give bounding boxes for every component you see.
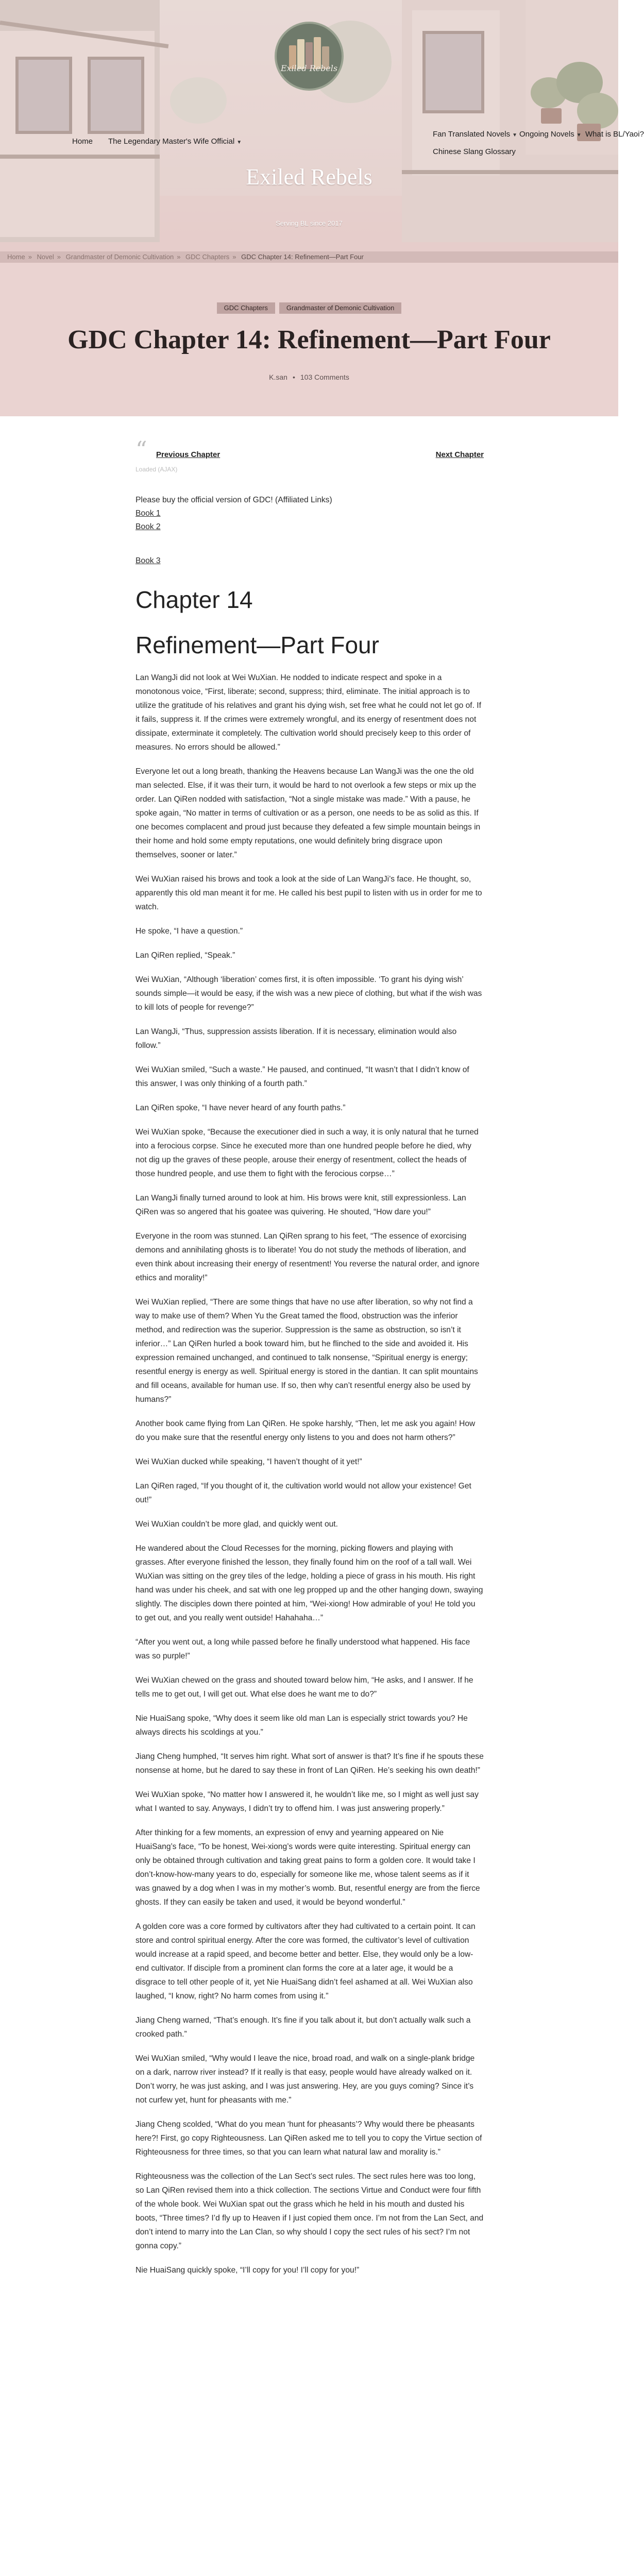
chapter-paragraph: Nie HuaiSang quickly spoke, “I’ll copy for you! I’ll copy for you!” [135,2266,360,2275]
chapter-paragraph: Wei WuXian spoke, “No matter how I answered it, he wouldn’t like me, so I might as well just say what I wanted to say. Anyways, I didn’t try to offend him. I was just answering properly.” [135,1790,479,1813]
site-title[interactable]: Exiled Rebels [246,164,372,190]
previous-chapter-link[interactable]: Previous Chapter [156,450,221,459]
chapter-paragraph: Lan WangJi did not look at Wei WuXian. He nodded to indicate respect and spoke in a monotonous voice, “First, liberate; second, suppress; third, eliminate. The initial approach is to utilize the gratitude of his relatives and grant his dying wish, set free what he could not let go of. If it fails, suppress it. If the crimes were extremely wrongful, and its energy of resentment does not dissipate, exterminate it completely. The cultivation world should precisely keep to this order of measures. No errors should be allowed.” [135,673,481,752]
chapter-paragraph: Lan WangJi finally turned around to look at him. His brows were knit, still expressionless. Lan QiRen was so angered that his goatee was quivering. He shouted, “How dare you!” [135,1194,466,1216]
chapter-paragraph: Lan QiRen raged, “If you thought of it, the cultivation world would not allow your existence! Get out!” [135,1482,471,1504]
chapter-paragraph: Wei WuXian smiled, “Such a waste.” He paused, and continued, “It wasn’t that I didn’t know of this answer, I was only thinking of a fourth path.” [135,1065,469,1088]
post-categories [0,302,618,314]
chapter-paragraph: Wei WuXian chewed on the grass and shouted toward below him, “He asks, and I answer. If he tells me to get out, I will get out. What else does he want me to do?” [135,1676,473,1699]
purchase-links [135,494,484,568]
meta-separator: • [292,373,295,381]
nav-what-is-bl[interactable]: What is BL/Yaoi? [585,130,644,139]
chapter-paragraph: He spoke, “I have a question.” [135,927,243,936]
post-title: GDC Chapter 14: Refinement—Part Four [67,325,551,354]
nav-ongoing-novels[interactable]: Ongoing Novels ▼ [519,130,582,139]
logo-text: Exiled Rebels [280,63,338,73]
breadcrumb-home[interactable]: Home [7,253,25,261]
book-1-link[interactable]: Book 1 [135,509,161,518]
chapter-paragraph: Nie HuaiSang spoke, “Why does it seem like old man Lan is especially strict towards you? He always directs his scoldings at you.” [135,1714,468,1737]
post-header [0,263,618,416]
next-chapter-link[interactable]: Next Chapter [435,450,484,459]
quote-icon: “ [135,437,147,463]
chapter-paragraph: Wei WuXian spoke, “Because the executioner died in such a way, it is only natural that he turned into a ferocious corpse. Since he executed more than one hundred people before he died, why not dig up the graves of these people, arouse their energy of resentment, collect the heads of those hundred people, and use them to fight with the ferocious corpse…” [135,1128,479,1178]
chapter-paragraph: Righteousness was the collection of the Lan Sect’s sect rules. The sect rules here was too long, so Lan QiRen revised them into a thick collection. The sections Virtue and Conduct were four fifth of the whole book. Wei WuXian spat out the grass which he held in his mouth and dusted his boots, “Three times? I’d fly up to Heaven if I just copied them once. I’m not from the Lan Sect, and don’t intend to marry into the Lan Clan, so why should I copy the sect rules of his sect? I’m not gonna copy.” [135,2172,484,2250]
chapter-paragraph: A golden core was a core formed by cultivators after they had cultivated to a certain point. It can store and control spiritual energy. After the core was formed, the cultivator’s level of cultivation would increase at a rapid speed, and become better and better. Else, they would only be a low-end cultivator. If disciple from a prominent clan forms the core at a later age, it would be a disgrace to tell other people of it, yet Nie HuaiSang didn’t feel ashamed at all. Wei WuXian also laughed, “I know, right? No harm comes from using it.” [135,1922,476,2001]
nav-legendary-masters-wife[interactable]: The Legendary Master's Wife Official ▼ [108,137,242,146]
chapter-paragraph: Another book came flying from Lan QiRen. He spoke harshly, “Then, let me ask you again! How do you make sure that the resentful energy only listens to you and does not harm others?” [135,1419,476,1442]
category-badge[interactable]: GDC Chapters [217,302,275,314]
chapter-paragraph: Jiang Cheng warned, “That’s enough. It’s fine if you talk about it, but don’t actually walk such a crooked path.” [135,2016,471,2039]
chapter-navigation [135,437,484,464]
chapter-paragraph: After thinking for a few moments, an expression of envy and yearning appeared on Nie HuaiSang’s face, “To be honest, Wei-xiong’s words were quite interesting. Spiritual energy can only be obtained through cultivation and taking great pains to form a golden core. It would take I don’t-know-how-many years to do, especially for someone like me, whose talent seems as if it was gnawed by a dog when I was in my mother’s womb. But, resentful energy are from the fierce ghosts. If they can easily be taken and used, it would be beyond wonderful.” [135,1828,480,1907]
chapter-paragraph: He wandered about the Cloud Recesses for the morning, picking flowers and playing with grasses. After everyone finished the lesson, they finally found him on the roof of a tall wall. Wei WuXian was sitting on the grey tiles of the ledge, holding a piece of grass in his mouth. His right hand was under his cheek, and sat with one leg propped up and the other hanging down, swaying slightly. The disciples down there pointed at him, “Wei-xiong! How admirable of you! He told you to get out, and you really went outside! Hahahaha…” [135,1544,483,1622]
article-content [135,437,484,2287]
chapter-paragraph: Everyone let out a long breath, thanking the Heavens because Lan WangJi was the one the old man selected. Else, if it was their turn, it would be hard to not overlook a few steps or mix up the order. Lan QiRen nodded with satisfaction, “Not a single mistake was made.” With a pause, he spoke again, “No matter in terms of cultivation or as a person, one needs to be as solid as this. If one becomes complacent and proud just because they defeated a few simple mountain beings in their home and hold some empty reputations, one would definitely bring disgrace upon themselves, sooner or later.” [135,767,481,859]
breadcrumb-separator: » [177,253,181,261]
chapter-paragraph: Wei WuXian raised his brows and took a look at the side of Lan WangJi’s face. He thought, so, apparently this old man meant it for me. He called his best pupil to listen with us in order for me to watch. [135,875,482,911]
chapter-body [135,671,484,2277]
loaded-status: Loaded (AJAX) [135,466,178,473]
post-meta [0,373,618,381]
post-author[interactable]: K.san [269,373,287,381]
breadcrumb [0,251,618,263]
book-3-link[interactable]: Book 3 [135,556,161,565]
site-header [0,0,644,251]
post-comments-link[interactable]: 103 Comments [300,373,349,381]
breadcrumb-gdc-chapters[interactable]: GDC Chapters [185,253,230,261]
breadcrumb-gdc[interactable]: Grandmaster of Demonic Cultivation [65,253,174,261]
main-nav [64,127,644,163]
chapter-paragraph: “After you went out, a long while passed before he finally understood what happened. His face was so purple!” [135,1638,470,1660]
chapter-paragraph: Everyone in the room was stunned. Lan QiRen sprang to his feet, “The essence of exorcising demons and annihilating ghosts is to liberate! You do not study the methods of liberation, and even think about increasing their energy of resentment! You reverse the natural order, and ignore ethics and morality!” [135,1232,480,1282]
chevron-down-icon: ▼ [576,132,582,138]
nav-home[interactable]: Home [72,137,93,146]
chapter-paragraph: Lan WangJi, “Thus, suppression assists liberation. If it is necessary, elimination would also follow.” [135,1027,457,1050]
breadcrumb-separator: » [57,253,61,261]
nav-fan-translated-novels[interactable]: Fan Translated Novels ▼ [433,130,517,139]
chapter-paragraph: Wei WuXian replied, “There are some things that have no use after liberation, so why not find a way to make use of them? When Yu the Great tamed the flood, obstruction was the inferior method, and redirection was the superior. Suppression is the same as obstruction, so isn’t it inferior…” Lan QiRen hurled a book toward him, but he flinched to the side and avoided it. His expression remained unchanged, and continued to talk nonsense, “Spiritual energy is energy; resentful energy is energy as well. Spiritual energy is stored in the dantian. It can split mountains and fill oceans, available for human use. If so, then why can’t resentful energy also be used by humans?” [135,1298,478,1404]
chapter-paragraph: Lan QiRen spoke, “I have never heard of any fourth paths.” [135,1104,346,1112]
breadcrumb-separator: » [232,253,236,261]
breadcrumb-current: GDC Chapter 14: Refinement—Part Four [241,253,364,261]
chapter-paragraph: Wei WuXian, “Although ‘liberation’ comes first, it is often impossible. ‘To grant his dying wish’ sounds simple—it would be easy, if the wish was a new piece of clothing, but what if the wish was to kill lots of people for revenge?” [135,975,482,1012]
chapter-paragraph: Wei WuXian couldn’t be more glad, and quickly went out. [135,1520,338,1529]
purchase-intro: Please buy the official version of GDC! (Affiliated Links) [135,496,332,504]
chapter-paragraph: Wei WuXian ducked while speaking, “I haven’t thought of it yet!” [135,1458,362,1466]
book-2-link[interactable]: Book 2 [135,522,161,531]
nav-chinese-slang-glossary[interactable]: Chinese Slang Glossary [433,147,516,156]
site-tagline: Serving BL since 2017 [276,219,343,227]
breadcrumb-separator: » [28,253,32,261]
category-badge[interactable]: Grandmaster of Demonic Cultivation [279,302,402,314]
chapter-paragraph: Lan QiRen replied, “Speak.” [135,951,235,960]
chapter-paragraph: Jiang Cheng humphed, “It serves him right. What sort of answer is that? It’s fine if he spouts these nonsense at home, but he dared to say these in front of Lan QiRen. He’s seeking his own death!” [135,1752,484,1775]
chevron-down-icon: ▼ [512,132,517,138]
breadcrumb-novel[interactable]: Novel [37,253,54,261]
chapter-paragraph: Wei WuXian smiled, “Why would I leave the nice, broad road, and walk on a single-plank bridge on a dark, narrow river instead? If it really is that easy, people would have already walked on it. Don’t worry, he was just asking, and I was just answering. Hey, are you guys coming? Since it’s not curfew yet, hunt for pheasants with me.” [135,2054,475,2105]
chevron-down-icon: ▼ [236,140,242,145]
chapter-subtitle: Refinement—Part Four [135,632,379,658]
site-logo[interactable] [275,22,344,91]
chapter-number: Chapter 14 [135,586,253,613]
chapter-paragraph: Jiang Cheng scolded, “What do you mean ‘hunt for pheasants’? Why would there be pheasants here?! First, go copy Righteousness. Lan QiRen asked me to tell you to copy the Virtue section of Righteousness for three times, so that you can learn what natural law and morality is.” [135,2120,482,2157]
